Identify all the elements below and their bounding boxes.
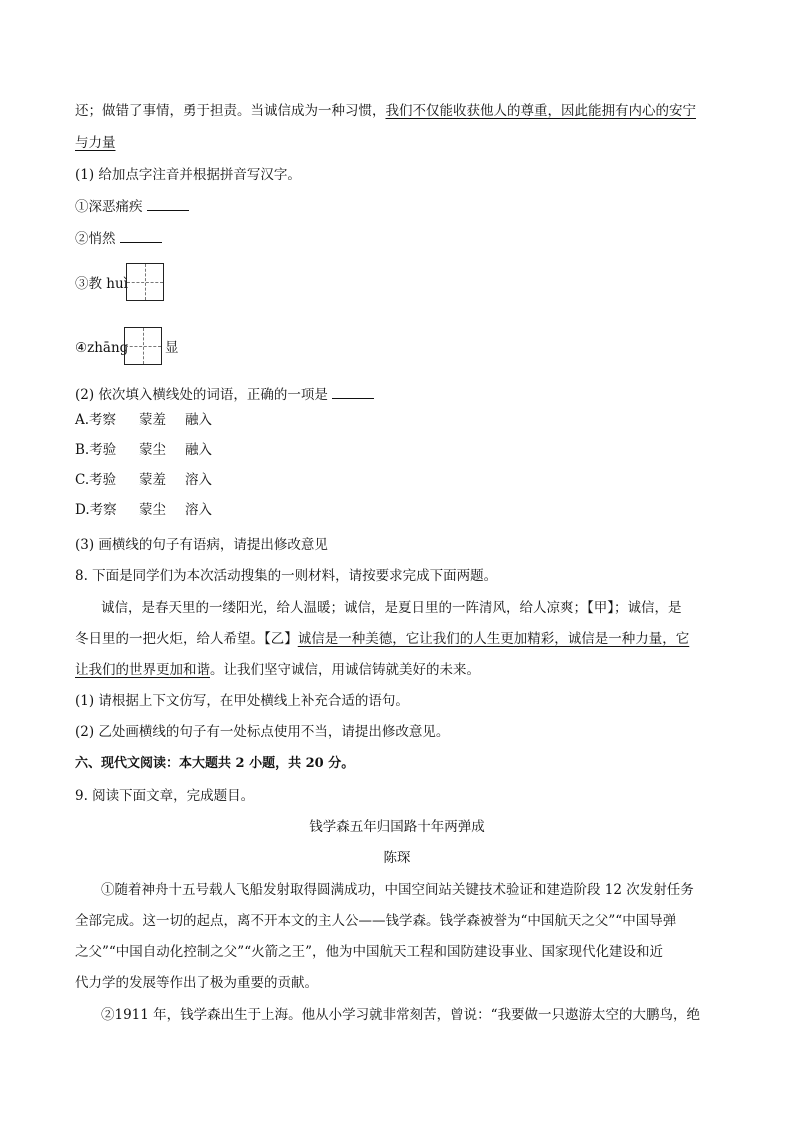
q3-prompt: (3) 画横线的句子有语病，请提出修改意见 bbox=[75, 537, 328, 553]
q8-para-line-3: 让我们的世界更加和谐。让我们坚守诚信，用诚信铸就美好的未来。 bbox=[75, 662, 480, 678]
underlined-sentence-end: 与力量 bbox=[75, 135, 116, 151]
q8-para-line-2: 冬日里的一把火炬，给人希望。【乙】诚信是一种美德，它让我们的人生更加精彩，诚信是一种力量，它 bbox=[75, 631, 690, 647]
q2-option-b[interactable]: B.考验 蒙尘 融入 bbox=[75, 442, 212, 458]
q1-item-4-post: 显 bbox=[165, 340, 179, 356]
underlined-sentence: 诚信是一种美德，它让我们的人生更加精彩，诚信是一种力量，它 bbox=[297, 631, 690, 647]
q2-prompt: (2) 依次填入横线处的词语，正确的一项是 bbox=[75, 386, 374, 404]
article-p1-line-4: 代力学的发展等作出了极为重要的贡献。 bbox=[75, 975, 318, 991]
section-heading: 六、现代文阅读：本大题共 2 小题，共 20 分。 bbox=[75, 756, 355, 771]
article-p1-line-1: ①随着神舟十五号载人飞船发射取得圆满成功，中国空间站关键技术验证和建造阶段 12 次发射任务 bbox=[101, 882, 694, 898]
writing-grid-box[interactable] bbox=[124, 327, 162, 365]
q9-heading: 9. 阅读下面文章，完成题目。 bbox=[75, 788, 255, 804]
q8-sub-1: (1) 请根据上下文仿写，在甲处横线上补充合适的语句。 bbox=[75, 693, 409, 709]
q1-item-4-pre: ④zhāng bbox=[75, 340, 129, 356]
article-title: 钱学森五年归国路十年两弹成 bbox=[309, 819, 485, 835]
passage-line-2 bbox=[75, 134, 116, 152]
q8-sub-2: (2) 乙处画横线的句子有一处标点使用不当，请提出修改意见。 bbox=[75, 724, 450, 740]
q1-item-3: ③教 huì bbox=[75, 276, 128, 292]
q1-item-2: ②悄然 bbox=[75, 230, 162, 248]
answer-blank[interactable] bbox=[120, 230, 162, 243]
answer-blank[interactable] bbox=[147, 198, 189, 211]
q8-heading: 8. 下面是同学们为本次活动搜集的一则材料，请按要求完成下面两题。 bbox=[75, 568, 498, 584]
article-p1-line-3: 之父”“中国自动化控制之父”“火箭之王”，他为中国航天工程和国防建设事业、国家现代化建设和近 bbox=[75, 944, 664, 960]
q2-option-a[interactable]: A.考察 蒙羞 融入 bbox=[75, 412, 212, 428]
underlined-sentence-end: 让我们的世界更加和谐 bbox=[75, 662, 210, 678]
q1-prompt: (1) 给加点字注音并根据拼音写汉字。 bbox=[75, 167, 301, 183]
q2-option-d[interactable]: D.考察 蒙尘 溶入 bbox=[75, 502, 212, 518]
underlined-sentence: 我们不仅能收获他人的尊重，因此能拥有内心的安宁 bbox=[385, 103, 696, 119]
answer-blank[interactable] bbox=[332, 386, 374, 399]
writing-grid-box[interactable] bbox=[126, 263, 164, 301]
article-author: 陈琛 bbox=[383, 850, 411, 866]
q2-option-c[interactable]: C.考验 蒙羞 溶入 bbox=[75, 472, 212, 488]
article-p1-line-2: 全部完成。这一切的起点，离不开本文的主人公——钱学森。钱学森被誉为“中国航天之父”“中国导弹 bbox=[75, 913, 677, 929]
q8-para-line-1: 诚信，是春天里的一缕阳光，给人温暖；诚信，是夏日里的一阵清风，给人凉爽；【甲】；诚信，是 bbox=[101, 600, 682, 616]
passage-line-1: 还；做错了事情，勇于担责。当诚信成为一种习惯，我们不仅能收获他人的尊重，因此能拥有内心的安宁 bbox=[75, 103, 696, 119]
article-p2-line-1: ②1911 年，钱学森出生于上海。他从小学习就非常刻苦，曾说：“我要做一只遨游太空的大鹏鸟，绝 bbox=[101, 1007, 701, 1023]
q1-item-1: ①深恶痛疾 bbox=[75, 198, 189, 216]
